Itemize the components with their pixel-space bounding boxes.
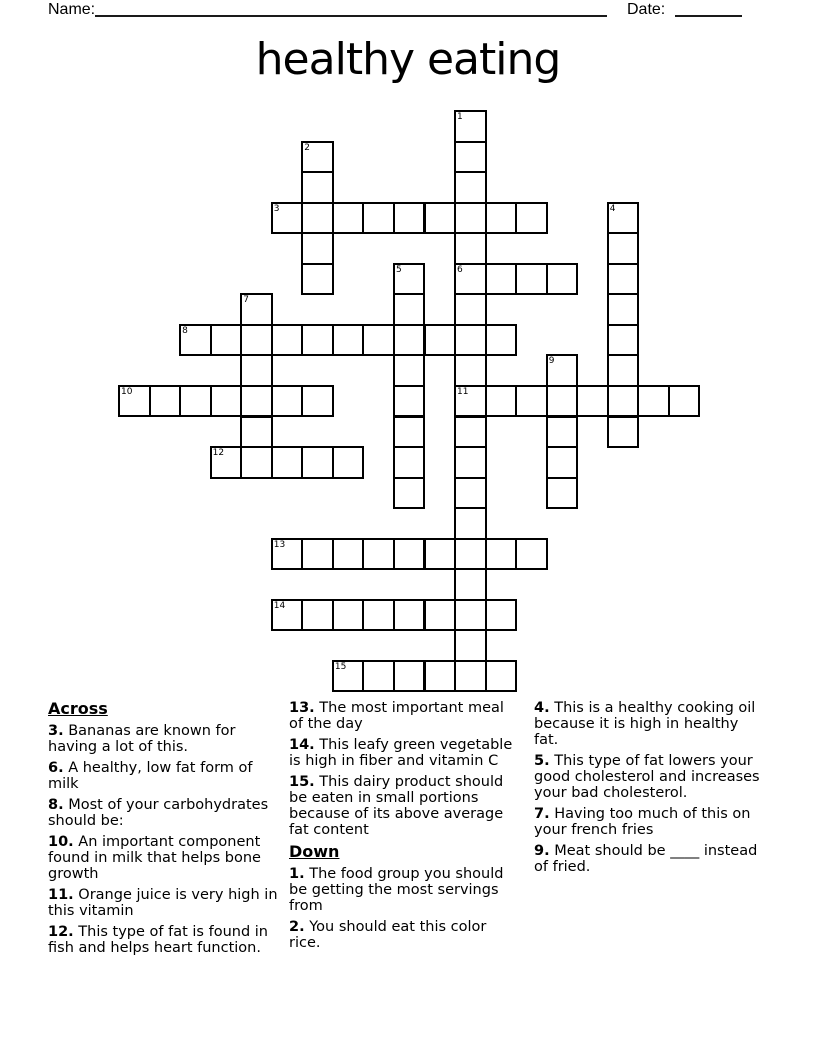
clue-number: 8. xyxy=(48,797,64,813)
grid-cell[interactable] xyxy=(485,263,518,296)
grid-cell[interactable] xyxy=(485,538,518,571)
cell-number: 3 xyxy=(273,203,280,214)
clue-across-12: 12. This type of fat is found in fish and helps heart function. xyxy=(48,924,268,956)
grid-cell[interactable] xyxy=(362,599,395,632)
grid-cell[interactable] xyxy=(485,599,518,632)
clue-across-15: 15. This dairy product should be eaten in small portions because of its above average fat content xyxy=(289,774,504,838)
grid-cell[interactable] xyxy=(607,385,640,418)
cell-number: 9 xyxy=(548,356,555,367)
clue-number: 14. xyxy=(289,737,315,753)
grid-cell[interactable] xyxy=(454,141,487,174)
grid-cell[interactable] xyxy=(454,660,487,693)
grid-cell[interactable] xyxy=(301,171,334,204)
grid-cell[interactable] xyxy=(393,354,426,387)
clue-number: 15. xyxy=(289,774,315,790)
grid-cell[interactable] xyxy=(454,416,487,449)
cell-number: 12 xyxy=(212,448,225,459)
clue-number: 7. xyxy=(534,806,550,822)
clue-down-7: 7. Having too much of this on your french fries xyxy=(534,806,751,838)
grid-cell[interactable] xyxy=(515,538,548,571)
grid-cell[interactable] xyxy=(393,385,426,418)
grid-cell[interactable] xyxy=(240,385,273,418)
grid-cell[interactable] xyxy=(240,324,273,357)
grid-cell[interactable] xyxy=(546,385,579,418)
grid-cell[interactable] xyxy=(271,385,304,418)
grid-cell[interactable] xyxy=(424,538,457,571)
clue-across-6: 6. A healthy, low fat form of milk xyxy=(48,760,253,792)
grid-cell[interactable] xyxy=(424,599,457,632)
cell-number: 7 xyxy=(243,295,249,306)
grid-cell[interactable] xyxy=(240,354,273,387)
grid-cell[interactable] xyxy=(332,599,365,632)
name-label: Name: xyxy=(48,1,96,18)
grid-cell[interactable] xyxy=(546,263,579,296)
grid-cell[interactable] xyxy=(607,293,640,326)
grid-cell[interactable] xyxy=(424,324,457,357)
clue-number: 10. xyxy=(48,834,74,850)
grid-cell[interactable] xyxy=(485,324,518,357)
grid-cell[interactable] xyxy=(332,202,365,235)
grid-cell[interactable] xyxy=(546,446,579,479)
date-blank-line xyxy=(675,0,742,17)
clue-number: 5. xyxy=(534,753,550,769)
cell-number: 5 xyxy=(395,264,402,275)
clue-list-header-across: Across xyxy=(48,699,108,718)
grid-cell[interactable] xyxy=(424,202,457,235)
clue-number: 6. xyxy=(48,760,64,776)
grid-cell[interactable] xyxy=(485,202,518,235)
grid-cell[interactable] xyxy=(454,293,487,326)
clue-number: 4. xyxy=(534,700,550,716)
grid-cell[interactable] xyxy=(332,538,365,571)
grid-cell[interactable] xyxy=(210,385,243,418)
grid-cell[interactable] xyxy=(362,660,395,693)
grid-cell[interactable] xyxy=(393,202,426,235)
clue-number: 9. xyxy=(534,843,550,859)
grid-cell[interactable] xyxy=(454,538,487,571)
grid-cell[interactable] xyxy=(454,354,487,387)
grid-cell[interactable] xyxy=(210,324,243,357)
grid-cell[interactable] xyxy=(362,538,395,571)
grid-cell[interactable] xyxy=(179,385,212,418)
grid-cell[interactable] xyxy=(301,232,334,265)
grid-cell[interactable] xyxy=(393,660,426,693)
grid-cell[interactable] xyxy=(332,446,365,479)
grid-cell[interactable] xyxy=(668,385,701,418)
grid-cell[interactable] xyxy=(301,538,334,571)
clue-across-10: 10. An important component found in milk that helps bone growth xyxy=(48,834,261,882)
grid-cell[interactable] xyxy=(485,660,518,693)
grid-cell[interactable] xyxy=(607,232,640,265)
grid-cell[interactable] xyxy=(149,385,182,418)
grid-cell[interactable] xyxy=(362,324,395,357)
puzzle-title: healthy eating xyxy=(255,34,561,85)
grid-cell[interactable] xyxy=(393,446,426,479)
grid-cell[interactable] xyxy=(271,446,304,479)
grid-cell[interactable] xyxy=(485,385,518,418)
clue-down-2: 2. You should eat this color rice. xyxy=(289,919,487,951)
cell-number: 2 xyxy=(304,142,311,153)
grid-cell[interactable] xyxy=(454,477,487,510)
grid-cell[interactable] xyxy=(393,477,426,510)
clue-number: 12. xyxy=(48,924,74,940)
clue-down-4: 4. This is a healthy cooking oil because it is high in healthy fat. xyxy=(534,700,756,748)
grid-cell[interactable] xyxy=(240,416,273,449)
clue-number: 11. xyxy=(48,887,74,903)
name-blank-line xyxy=(95,0,607,17)
cell-number: 11 xyxy=(457,386,469,397)
grid-cell[interactable] xyxy=(546,477,579,510)
clue-column xyxy=(534,700,764,880)
clue-across-3: 3. Bananas are known for having a lot of this. xyxy=(48,723,236,755)
cell-number: 8 xyxy=(182,325,188,336)
grid-cell[interactable] xyxy=(454,202,487,235)
clue-number: 13. xyxy=(289,700,315,716)
grid-cell[interactable] xyxy=(515,263,548,296)
grid-cell[interactable] xyxy=(546,416,579,449)
cell-number: 1 xyxy=(457,112,463,122)
grid-cell[interactable] xyxy=(393,599,426,632)
clue-column xyxy=(48,700,284,961)
grid-cell[interactable] xyxy=(393,416,426,449)
clue-across-13: 13. The most important meal of the day xyxy=(289,700,504,732)
grid-cell[interactable] xyxy=(454,324,487,357)
grid-cell[interactable] xyxy=(271,324,304,357)
grid-cell[interactable] xyxy=(301,324,334,357)
grid-cell[interactable] xyxy=(301,202,334,235)
clue-across-11: 11. Orange juice is very high in this vitamin xyxy=(48,887,278,919)
grid-cell[interactable] xyxy=(454,232,487,265)
clue-column xyxy=(289,700,520,956)
grid-cell[interactable] xyxy=(454,599,487,632)
grid-cell[interactable] xyxy=(393,324,426,357)
cell-number: 4 xyxy=(609,203,616,214)
grid-cell[interactable] xyxy=(515,202,548,235)
grid-cell[interactable] xyxy=(393,538,426,571)
cell-number: 10 xyxy=(121,386,133,397)
clue-down-1: 1. The food group you should be getting the most servings from xyxy=(289,866,504,914)
grid-cell[interactable] xyxy=(240,446,273,479)
grid-cell[interactable] xyxy=(515,385,548,418)
grid-cell[interactable] xyxy=(301,263,334,296)
cell-number: 15 xyxy=(334,661,347,672)
clue-across-8: 8. Most of your carbohydrates should be: xyxy=(48,797,269,829)
clue-number: 3. xyxy=(48,723,64,739)
cell-number: 13 xyxy=(273,539,286,550)
cell-number: 6 xyxy=(457,264,463,275)
grid-cell[interactable] xyxy=(393,293,426,326)
clue-number: 1. xyxy=(289,866,305,882)
grid-cell[interactable] xyxy=(607,263,640,296)
cell-number: 14 xyxy=(273,600,286,611)
grid-cell[interactable] xyxy=(301,599,334,632)
grid-cell[interactable] xyxy=(424,660,457,693)
grid-cell[interactable] xyxy=(454,507,487,540)
clue-down-5: 5. This type of fat lowers your good cholesterol and increases your bad cholesterol. xyxy=(534,753,760,801)
grid-cell[interactable] xyxy=(454,171,487,204)
grid-cell[interactable] xyxy=(607,416,640,449)
grid-cell[interactable] xyxy=(637,385,670,418)
clue-list-header-down: Down xyxy=(289,842,340,861)
grid-cell[interactable] xyxy=(607,324,640,357)
grid-cell[interactable] xyxy=(332,324,365,357)
grid-cell[interactable] xyxy=(576,385,609,418)
grid-cell[interactable] xyxy=(362,202,395,235)
grid-cell[interactable] xyxy=(454,629,487,662)
grid-cell[interactable] xyxy=(607,354,640,387)
clue-down-9: 9. Meat should be ____ instead of fried. xyxy=(534,843,758,875)
clue-number: 2. xyxy=(289,919,305,935)
grid-cell[interactable] xyxy=(301,385,334,418)
grid-cell[interactable] xyxy=(301,446,334,479)
grid-cell[interactable] xyxy=(454,568,487,601)
grid-cell[interactable] xyxy=(454,446,487,479)
clue-across-14: 14. This leafy green vegetable is high in fiber and vitamin C xyxy=(289,737,513,769)
date-label: Date: xyxy=(627,1,666,18)
